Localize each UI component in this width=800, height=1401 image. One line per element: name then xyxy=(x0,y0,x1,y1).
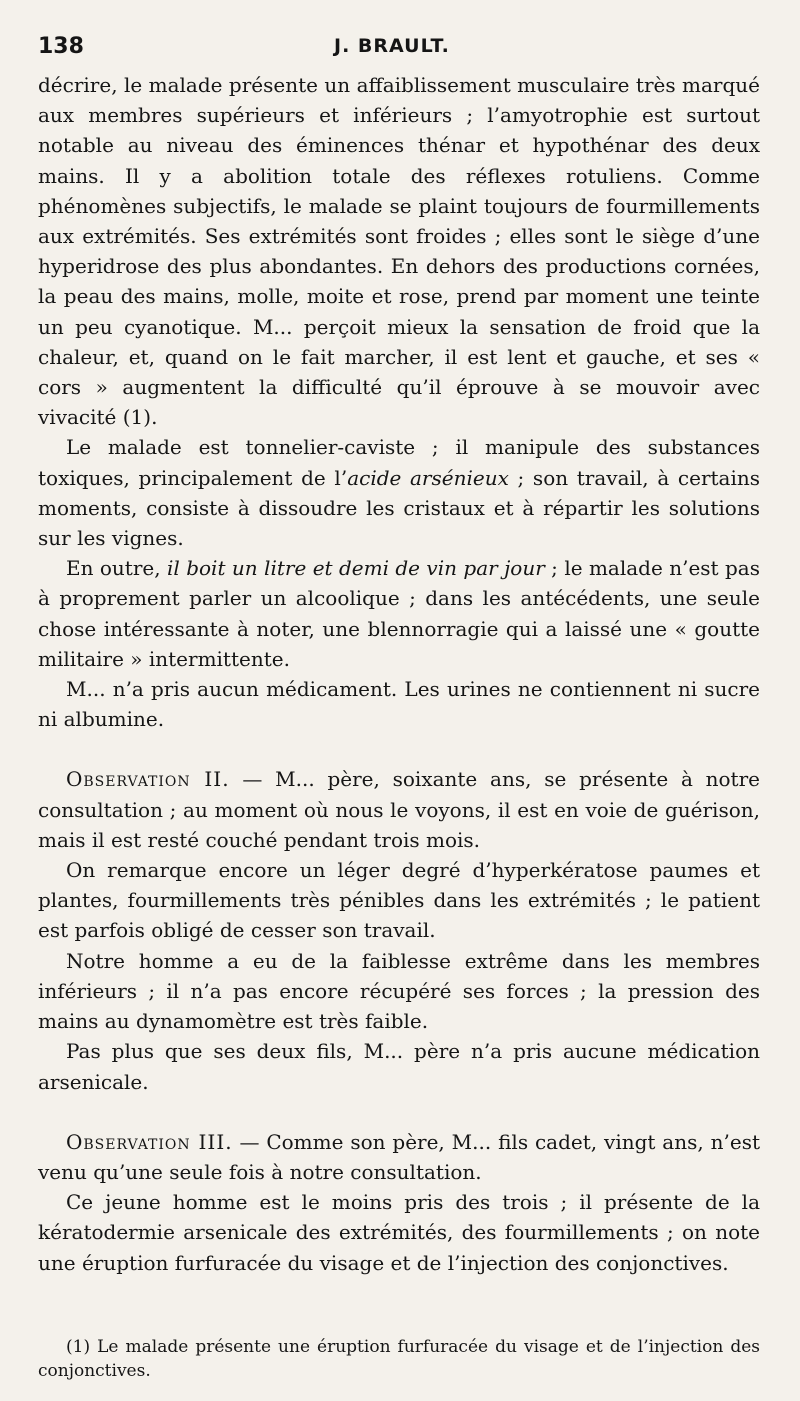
body-text xyxy=(38,70,760,1278)
paragraph-4: M... n’a pris aucun médicament. Les urines ne contiennent ni sucre ni albumine. xyxy=(38,677,760,732)
observation-2-paragraph-3: Pas plus que ses deux fils, M... père n’a pris aucune médication arsenicale. xyxy=(38,1039,760,1094)
page-number: 138 xyxy=(38,34,84,59)
running-head: J. BRAULT. xyxy=(334,35,450,57)
paragraph-2: Le malade est tonnelier-caviste ; il manipule des substances toxiques, principalement de l’acide arsénieux ; son travail, à certains moments, consiste à dissoudre les cristaux et à répartir les solutions sur les vignes. xyxy=(38,435,761,551)
footnote: (1) Le malade présente une éruption furfuracée du visage et de l’injection des conjonctives. xyxy=(38,1337,760,1381)
observation-2-heading: Observation II. xyxy=(66,767,230,792)
page-header xyxy=(38,30,762,64)
observation-3-paragraph-1: Ce jeune homme est le moins pris des trois ; il présente de la kératodermie arsenicale des extrémités, des fourmillements ; on note une éruption furfuracée du visage et de l’injection des conjonctives. xyxy=(38,1190,760,1275)
section-gap xyxy=(38,734,760,764)
observation-3-heading: Observation III. xyxy=(66,1129,233,1154)
observation-2-paragraph-2: Notre homme a eu de la faiblesse extrême dans les membres inférieurs ; il n’a pas encore récupéré ses forces ; la pression des mains au dynamomètre est très faible. xyxy=(38,948,760,1034)
emphasis-vin: il boit un litre et demi de vin par jour xyxy=(167,556,545,581)
section-gap xyxy=(38,1097,760,1127)
paragraph-3: En outre, il boit un litre et demi de vin par jour ; le malade n’est pas à proprement parler un alcoolique ; dans les antécédents, une seule chose intéressante à noter, une blennorragie qui a laissé une « goutte militaire » intermittente. xyxy=(38,556,760,671)
paragraph-1: décrire, le malade présente un affaiblissement musculaire très marqué aux membres supérieurs et inférieurs ; l’amyotrophie est surtout notable au niveau des éminences thénar et hypothénar des deux mains. Il y a abolition totale des réflexes rotuliens. Comme phénomènes subjectifs, le malade se plaint toujours de fourmillements aux extrémités. Ses extrémités sont froides ; elles sont le siège d’une hyperidrose des plus abondantes. En dehors des productions cornées, la peau des mains, molle, moite et rose, prend par moment une teinte un peu cyanotique. M... perçoit mieux la sensation de froid que la chaleur, et, quand on le fait marcher, il est lent et gauche, et ses « cors » augmentent la difficulté qu’il éprouve à se mouvoir avec vivacité (1). xyxy=(38,73,760,430)
observation-2-lead: Observation II. — M... père, soixante ans, se présente à notre consultation ; au moment où nous le voyons, il est en voie de guérison, mais il est resté couché pendant trois mois. xyxy=(38,767,760,852)
observation-2-paragraph-1: On remarque encore un léger degré d’hyperkératose paumes et plantes, fourmillements très pénibles dans les extrémités ; le patient est parfois obligé de cesser son travail. xyxy=(38,858,760,943)
observation-3-lead: Observation III. — Comme son père, M... fils cadet, vingt ans, n’est venu qu’une seule fois à notre consultation. xyxy=(38,1129,760,1184)
emphasis-acide: acide arsénieux xyxy=(347,465,509,490)
